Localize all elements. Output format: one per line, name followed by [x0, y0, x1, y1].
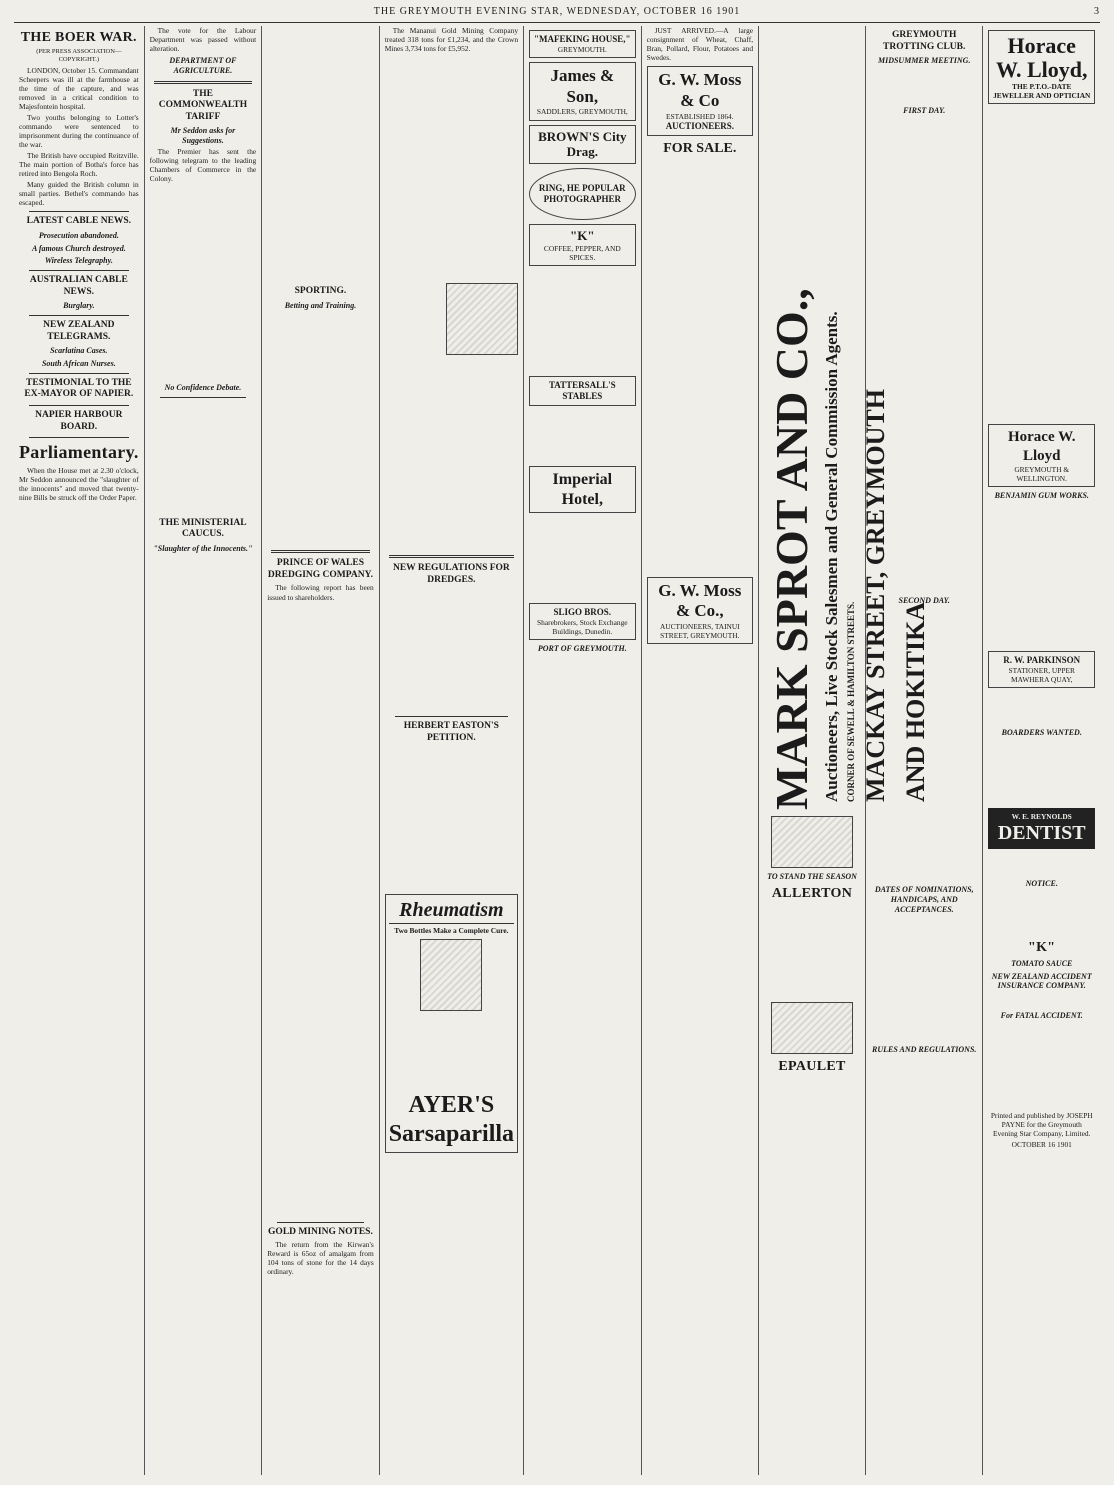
imperial-hotel: Imperial Hotel, — [552, 471, 613, 508]
headline-australian: AUSTRALIAN CABLE NEWS. — [29, 275, 128, 297]
port-of-greymouth: PORT OF GREYMOUTH. — [537, 644, 627, 654]
jeweller: THE P.T.O.-DATE JEWELLER AND OPTICIAN — [993, 82, 1091, 101]
column-5 — [524, 26, 642, 1475]
moss-advert — [647, 66, 754, 135]
ring-photographer-advert — [529, 168, 636, 220]
headline-boer-war: THE BOER WAR. — [20, 30, 137, 45]
mark-sprot-title: MARK SPROT AND CO., — [766, 288, 818, 810]
k-sauce: "K" — [1028, 939, 1056, 955]
headline-latest-cable: LATEST CABLE NEWS. — [26, 216, 132, 227]
page-number: 3 — [1094, 6, 1100, 17]
second-day: SECOND DAY. — [898, 595, 950, 605]
auctioneers: AUCTIONEERS. — [665, 120, 734, 131]
james-advert — [529, 62, 636, 121]
mark-sprot-greymouth: MACKAY STREET, GREYMOUTH — [861, 389, 891, 802]
headline-gold-mining: GOLD MINING NOTES. — [268, 1226, 373, 1237]
masthead — [14, 6, 1100, 23]
ring-photographer: RING, HE POPULAR PHOTOGRAPHER — [538, 183, 626, 205]
tattersall-advert — [529, 376, 636, 406]
headline-tariff: THE COMMONWEALTH TARIFF — [158, 88, 248, 122]
subhead: Burglary. — [63, 301, 95, 311]
headline-sporting: SPORTING. — [294, 286, 347, 296]
parkinson: R. W. PARKINSON — [1003, 654, 1081, 665]
divider — [395, 716, 508, 717]
article-text: Many guided the British column in small parties. Bethel's commando has escaped. — [19, 180, 139, 208]
mark-sprot-sub: Auctioneers, Live Stock Salesmen and General Commission Agents. — [822, 311, 842, 802]
sligo-bros: SLIGO BROS. — [553, 607, 612, 618]
headline-prince-wales: PRINCE OF WALES DREDGING COMPANY. — [267, 558, 373, 580]
divider — [29, 437, 129, 438]
moss-advert-2 — [647, 577, 754, 645]
browns-city-drag: BROWN'S City Drag. — [538, 128, 627, 160]
portrait-illustration — [420, 939, 482, 1011]
article-text: The British have occupied Reitzville. The main portion of Botha's force has retired into Bengola Roch. — [19, 151, 139, 179]
k-advert — [529, 224, 636, 266]
moss-address: AUCTIONEERS, TAINUI STREET, GREYMOUTH. — [659, 622, 740, 641]
notice: NOTICE. — [1025, 879, 1058, 889]
nz-accident: NEW ZEALAND ACCIDENT INSURANCE COMPANY. — [991, 971, 1092, 991]
divider — [29, 405, 129, 406]
horace-lloyd-2: Horace W. Lloyd — [1007, 429, 1076, 464]
horse-illustration-epaulet — [771, 1002, 853, 1054]
sharebrokers: Sharebrokers, Stock Exchange Buildings, Dunedin. — [537, 618, 628, 637]
dentist: DENTIST — [997, 821, 1086, 844]
coffee: COFFEE, PEPPER, AND SPICES. — [543, 244, 621, 263]
rules: RULES AND REGULATIONS. — [872, 1044, 977, 1054]
column-4 — [380, 26, 524, 1475]
ayer-sarsaparilla: AYER'S Sarsaparilla — [388, 1091, 515, 1148]
column-9 — [983, 26, 1100, 1475]
divider — [271, 550, 370, 553]
epaulet: EPAULET — [778, 1058, 846, 1074]
divider — [154, 81, 253, 84]
mark-sprot-corner: CORNER OF SEWELL & HAMILTON STREETS. — [846, 601, 857, 802]
rheumatism-subtitle: Two Bottles Make a Complete Cure. — [394, 925, 509, 935]
imprint: Printed and published by JOSEPH PAYNE for the Greymouth Evening Star Company, Limited. — [990, 1110, 1093, 1138]
article-text: LONDON, October 15. Commandant Scheepers was ill at the farmhouse at the time of the capture, and was removed in a critical condition to Majesfontein hospital. — [19, 65, 139, 112]
headline-nz-telegrams: NEW ZEALAND TELEGRAMS. — [43, 320, 115, 342]
subhead: Wireless Telegraphy. — [44, 256, 113, 266]
article-text: The following report has been issued to shareholders. — [267, 583, 374, 602]
horse-illustration-allerton — [771, 816, 853, 868]
boarders: BOARDERS WANTED. — [1001, 727, 1082, 737]
stand-season: TO STAND THE SEASON — [767, 872, 857, 881]
subhead: DEPARTMENT OF AGRICULTURE. — [169, 56, 237, 75]
article-text: JUST ARRIVED.—A large consignment of Wheat, Chaff, Bran, Pollard, Flour, Potatoes and Swedes. — [646, 26, 754, 63]
imprint-date: OCTOBER 16 1901 — [1011, 1139, 1072, 1149]
mafeking-house: "MAFEKING HOUSE," — [534, 34, 631, 44]
headline-regulations: NEW REGULATIONS FOR DREDGES. — [392, 563, 510, 585]
james-son: James & Son, — [550, 66, 615, 106]
divider — [277, 1222, 364, 1223]
headline-testimonial: TESTIMONIAL TO THE EX-MAYOR OF NAPIER. — [24, 377, 134, 400]
headline-parliamentary: Parliamentary. — [19, 442, 139, 463]
rheumatism-title: Rheumatism — [389, 898, 514, 923]
divider — [389, 555, 514, 558]
newspaper-columns — [14, 26, 1100, 1475]
for-sale: FOR SALE. — [663, 140, 737, 156]
moss-title-2: G. W. Moss & Co., — [658, 580, 742, 621]
tattersall: TATTERSALL'S STABLES — [548, 380, 616, 402]
k-brand: "K" — [570, 228, 595, 244]
sligo-advert — [529, 603, 636, 640]
rheumatism-advert — [385, 894, 518, 1153]
subhead: No Confidence Debate. — [164, 382, 242, 392]
subhead: Betting and Training. — [284, 300, 357, 310]
headline-napier: NAPIER HARBOUR BOARD. — [35, 409, 123, 432]
article-text: The vote for the Labour Department was passed without alteration. — [149, 26, 257, 54]
headline-caucus: THE MINISTERIAL CAUCUS. — [159, 517, 247, 540]
column-1 — [14, 26, 145, 1475]
horace-lloyd-advert-2 — [988, 424, 1095, 487]
midsummer: MIDSUMMER MEETING. — [877, 56, 971, 66]
horace-lloyd-2-sub: GREYMOUTH & WELLINGTON. — [1014, 465, 1070, 484]
article-text: The Mananui Gold Mining Company treated 318 tons for £1,234, and the Crown Mines 3,734 tons for £5,952. — [384, 26, 519, 54]
mafeking-advert — [529, 30, 636, 58]
browns-drag-advert — [529, 125, 636, 165]
subhead: South African Nurses. — [41, 359, 116, 369]
fatal-accident: For FATAL ACCIDENT. — [1000, 1011, 1083, 1021]
benjamin-gum: BENJAMIN GUM WORKS. — [994, 491, 1089, 501]
subhead: A famous Church destroyed. — [31, 243, 126, 253]
headline-herbert-easton: HERBERT EASTON'S PETITION. — [403, 721, 499, 743]
moss-title: G. W. Moss & Co — [658, 70, 742, 110]
established: ESTABLISHED 1864. — [666, 111, 734, 121]
article-text: The return from the Kirwan's Reward is 65oz of amalgam from 104 tons of stone for the 14 days ordinary. — [267, 1240, 374, 1277]
column-6 — [642, 26, 760, 1475]
dates-nominations: DATES OF NOMINATIONS, HANDICAPS, AND ACCEPTANCES. — [874, 885, 974, 914]
reynolds: W. E. REYNOLDS — [1011, 811, 1072, 821]
stationer: STATIONER, UPPER MAWHERA QUAY, — [1008, 665, 1075, 684]
saddlers: SADDLERS, GREYMOUTH, — [536, 107, 628, 117]
article-text: The Premier has sent the following telegram to the leading Chambers of Commerce in the Colony. — [149, 146, 257, 183]
first-day: FIRST DAY. — [903, 105, 946, 115]
horace-lloyd-advert — [988, 30, 1095, 104]
mafeking-town: GREYMOUTH. — [557, 44, 607, 54]
trotting-club: GREYMOUTH TROTTING CLUB. — [883, 30, 966, 52]
article-text: Two youths belonging to Lotter's commando were sentenced to imprisonment during the continuance of the war. — [19, 113, 139, 150]
allerton: ALLERTON — [771, 885, 853, 901]
divider — [29, 315, 129, 316]
credit: (PER PRESS ASSOCIATION—COPYRIGHT.) — [36, 48, 122, 63]
subhead: Prosecution abandoned. — [38, 230, 119, 240]
masthead-title: THE GREYMOUTH EVENING STAR, WEDNESDAY, OCTOBER 16 1901 — [373, 6, 741, 17]
pill-advert-illustration — [446, 283, 518, 355]
parkinson-advert — [988, 651, 1095, 688]
horace-lloyd: Horace W. Lloyd, — [995, 33, 1088, 83]
subhead: "Slaughter of the Innocents." — [153, 543, 253, 553]
subhead: Scarlatina Cases. — [50, 346, 108, 356]
mark-sprot-hokitika: AND HOKITIKA — [901, 601, 931, 802]
tomato-sauce: TOMATO SAUCE — [1011, 958, 1073, 968]
article-text: When the House met at 2.30 o'clock, Mr Seddon announced the "slaughter of the innocents" and moved that twenty-nine Bills be struck off the Order Paper. — [19, 466, 139, 503]
divider — [160, 397, 247, 398]
imperial-advert — [529, 466, 636, 513]
divider — [29, 373, 129, 374]
divider — [29, 270, 129, 271]
dentist-advert — [988, 808, 1095, 849]
column-3 — [262, 26, 380, 1475]
column-2 — [145, 26, 263, 1475]
subhead: Mr Seddon asks for Suggestions. — [170, 126, 236, 146]
divider — [29, 211, 129, 212]
